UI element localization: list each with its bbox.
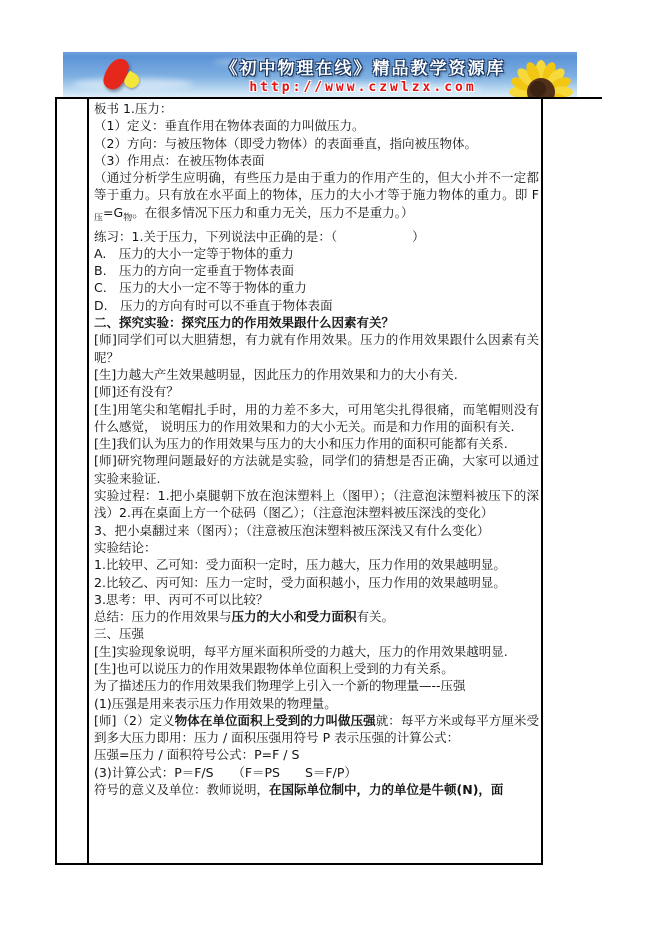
doc-paragraph: 2.比较乙、丙可知：压力一定时，受力面积越小，压力作用的效果越明显。 <box>94 574 506 590</box>
table-border-bottom <box>55 863 543 865</box>
site-title: 《初中物理在线》精品教学资源库 <box>220 59 506 79</box>
doc-paragraph: 实验结论： <box>94 539 157 555</box>
doc-paragraph: [生]力越大产生效果越明显，因此压力的作用效果和力的大小有关. <box>94 366 458 382</box>
doc-paragraph: 3、把小桌翻过来（图丙）；（注意被压泡沫塑料被压深浅又有什么变化） <box>94 522 490 538</box>
doc-paragraph: 为了描述压力的作用效果我们物理学上引入一个新的物理量—--压强 <box>94 678 466 694</box>
doc-paragraph: 压强=压力 / 面积符号公式：P=F / S <box>94 747 300 763</box>
doc-paragraph: (3)计算公式：P＝F/S （F＝PS S＝F/P） <box>94 764 357 780</box>
flame-logo-icon <box>101 58 151 94</box>
doc-paragraph: [师]研究物理问题最好的方法就是实验，同学们的猜想是否正确，大家可以通过实验来验证. <box>94 453 539 486</box>
doc-paragraph: 实验过程：1.把小桌腿朝下放在泡沫塑料上（图甲）；（注意泡沫塑料被压下的深浅）2.再在桌面上方一个砝码（图乙）；（注意泡沫塑料被压深浅的变化） <box>94 488 539 521</box>
doc-paragraph: 二、探究实验：探究压力的作用效果跟什么因素有关？ <box>94 315 395 331</box>
doc-paragraph: (1)压强是用来表示压力作用效果的物理量。 <box>94 695 337 711</box>
doc-paragraph: （3）作用点：在被压物体表面 <box>94 152 265 168</box>
doc-paragraph: C. 压力的大小一定不等于物体的重力 <box>94 280 307 296</box>
doc-paragraph: 练习：1.关于压力，下列说法中正确的是：（ ） <box>94 228 425 244</box>
doc-paragraph: 符号的意义及单位：教师说明，在国际单位制中，力的单位是牛顿(N)，面 <box>94 782 504 798</box>
site-banner <box>63 52 577 97</box>
lesson-content <box>94 100 539 862</box>
doc-paragraph: [师]还有没有？ <box>94 384 179 400</box>
doc-paragraph: [生]我们认为压力的作用效果与压力的大小和压力作用的面积可能都有关系. <box>94 436 508 452</box>
doc-paragraph: D. 压力的方向有时可以不垂直于物体表面 <box>94 297 333 313</box>
doc-paragraph: B. 压力的方向一定垂直于物体表面 <box>94 263 295 279</box>
table-right-empty-cell <box>543 99 602 863</box>
table-left-empty-cell <box>57 99 87 863</box>
table-divider-left-column <box>87 97 89 865</box>
doc-paragraph: （通过分析学生应明确，有些压力是由于重力的作用产生的，但大小并不一定都等于重力。只有放在水平面上的物体，压力的大小才等于施力物体的重力。即 $F_压=G_物$。在很多情况下压力和重力无关，压力不是重力。） <box>94 170 539 224</box>
doc-paragraph: 1.比较甲、乙可知：受力面积一定时，压力越大，压力作用的效果越明显。 <box>94 557 506 573</box>
doc-paragraph: 3.思考：甲、丙可不可以比较？ <box>94 591 269 607</box>
site-url: http://www.czwlzx.com <box>249 80 477 95</box>
sunflower-icon <box>497 56 577 97</box>
doc-paragraph: 三、压强 <box>94 626 145 642</box>
doc-paragraph: 板书 1.压力： <box>94 101 173 116</box>
doc-paragraph: 总结：压力的作用效果与压力的大小和受力面积有关。 <box>94 609 395 625</box>
doc-paragraph: （2）方向：与被压物体（即受力物体）的表面垂直，指向被压物体。 <box>94 135 477 151</box>
doc-paragraph: [生]也可以说压力的作用效果跟物体单位面积上受到的力有关系。 <box>94 661 454 676</box>
doc-paragraph: [生]实验现象说明，每平方厘米面积所受的力越大，压力的作用效果越明显. <box>94 643 508 659</box>
doc-paragraph: （1）定义：垂直作用在物体表面的力叫做压力。 <box>94 118 365 134</box>
doc-paragraph: A. 压力的大小一定等于物体的重力 <box>94 245 294 261</box>
doc-paragraph: [生]用笔尖和笔帽扎手时，用的力差不多大，可用笔尖扎得很痛，而笔帽则没有什么感觉， 说明压力的作用效果和力的大小无关。而是和力作用的面积有关. <box>94 401 539 434</box>
doc-paragraph: [师]（2）定义物体在单位面积上受到的力叫做压强就：每平方米或每平方厘米受到多大压力即用：压力 / 面积压强用符号 P 表示压强的计算公式： <box>94 712 539 746</box>
doc-paragraph: [师]同学们可以大胆猜想，有力就有作用效果。压力的作用效果跟什么因素有关呢？ <box>94 332 539 365</box>
table-border-top <box>55 97 602 99</box>
